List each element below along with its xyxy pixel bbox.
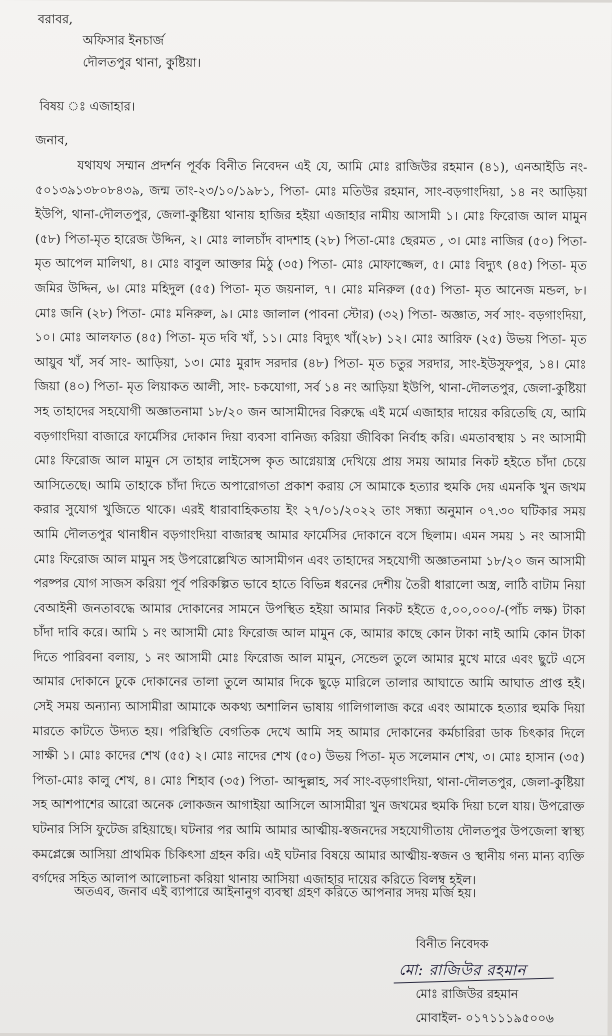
recipient-title: অফিসার ইনচার্জ — [82, 32, 164, 48]
handwritten-signature: মো: রাজিউর রহমান — [398, 960, 527, 980]
subject-line: বিষয় ঃ এজাহার। — [39, 98, 136, 114]
signer-name: মোঃ রাজিউর রহমান — [415, 985, 519, 1002]
signer-mobile: মোবাইল- ০১৭১১১৯৫০০৬ — [415, 1009, 554, 1026]
letter-body — [32, 153, 587, 893]
recipient-to: বরাবর, — [37, 11, 73, 27]
body-paragraph: যথাযথ সম্মান প্রদর্শন পূর্বক বিনীত নিবেদন এই যে, আমি মোঃ রাজিউর রহমান (৪১), এনআইডি নং- ৫০১৩৯১৩৮০৮৪৩৯, জন্ম তাং-২৩/১০/১৯৮১, পিতা- মোঃ মতিউর রহমান, সাং-বড়গাংদিয়া, ১৪ নং আড়িয়া ইউপি, থানা-দৌলতপুর, জেলা-কুষ্টিয়া থানায় হাজির হইয়া এজাহার নামীয় আসামী ১। মোঃ ফিরোজ আল মামুন (৫৮) পিতা-মৃত হারেজ উদ্দিন, ২। মোঃ লালচাঁদ বাদশাহ (২৮) পিতা-মোঃ ছেরমত , ৩। মোঃ নাজির (৫০) পিতা-মৃত আপেল মালিথা, ৪। মোঃ বাবুল আক্তার মিঠু (৩৫) পিতা- মোঃ মোফাজ্জেল, ৫। মোঃ বিদ্যুৎ (৪৫) পিতা- মৃত জমির উদ্দিন, ৬। মোঃ মহিদুল (৫৫) পিতা- মৃত জয়নাল, ৭। মোঃ মনিরুল (৫৫) পিতা- মৃত আনেজ মন্ডল, ৮। মোঃ জনি (২৮) পিতা- মোঃ মনিরুল, ৯। মোঃ জালাল (পাবনা স্টোর) (৩২) পিতা- অজ্ঞাত, সর্ব সাং- বড়গাংদিয়া, ১০। মোঃ আলফাত (৪৫) পিতা- মৃত দবি খাঁ, ১১। মোঃ বিদ্যুৎ খাঁ(২৮) ১২। মোঃ আরিফ (২৫) উভয় পিতা- মৃত আয়ুব খাঁ, সর্ব সাং- আড়িয়া, ১৩। মোঃ মুরাদ সরদার (৪৮) পিতা- মৃত চতুর সরদার, সাং-ইউসুফপুর, ১৪। মোঃ জিয়া (৪০) পিতা- মৃত লিয়াকত আলী, সাং- চকযোগা, সর্ব ১৪ নং আড়িয়া ইউপি, থানা-দৌলতপুর, জেলা-কুষ্টিয়া সহ তাহাদের সহযোগী অজ্ঞাতনামা ১৮/২০ জন আসামীদের বিরুদ্ধে এই মর্মে এজাহার দায়ের করিতেছি যে, আমি বড়গাংদিয়া বাজারে ফার্মেসির দোকান দিয়া ব্যবসা বানিজ্য করিয়া জীবিকা নির্বাহ করি। এমতাবস্থায় ১ নং আসামী মোঃ ফিরোজ আল মামুন সে তাহার লাইসেন্স কৃত আগ্নেয়াস্ত্র দেখিয়ে প্রায় সময় আমার নিকট হইতে চাঁদা চেয়ে আসিতেছে। আমি তাহাকে চাঁদা দিতে অপারোগতা প্রকাশ করায় সে আমাকে হত্যার হুমকি দেয় এমনকি খুন জখম করার সুযোগ খুজিতে থাকে। এরই ধারাবাহিকতায় ইং ২৭/০১/২০২২ তাং সন্ধ্যা অনুমান ০৭.৩০ ঘটিকার সময় আমি দৌলতপুর থানাধীন বড়গাংদিয়া বাজারস্থ আমার ফার্মেসির দোকানে বসে ছিলাম। এমন সময় ১ নং আসামী মোঃ ফিরোজ আল মামুন সহ উপরোল্লেখিত আসামীগন এবং তাহাদের সহযোগী অজ্ঞাতনামা ১৮/২০ জন আসামী পরষ্পর যোগ সাজস করিয়া পূর্ব পরিকল্পিত ভাবে হাতে বিভিন্ন ধরনের দেশীয় তৈরী ধারালো অস্ত্র, লাঠি বাটাম নিয়া বেআইনী জনতাবদ্ধে আমার দোকানের সামনে উপস্থিত হইয়া আমার নিকট হইতে ৫,০০,০০০/-(পাঁচ লক্ষ) টাকা চাঁদা দাবি করে। আমি ১ নং আসামী মোঃ ফিরোজ আল মামুন কে, আমার কাছে কোন টাকা নাই আমি কোন টাকা দিতে পারিবনা বলায়, ১ নং আসামী মোঃ ফিরোজ আল মামুন, সেন্ডেল তুলে আমার মুখে মারে এবং ছুটে এসে আমার দোকানে ঢুকে দোকানের তালা তুলে আমার দিকে ছুড়ে মারিলে তালার আঘাতে আমি আঘাত প্রাপ্ত হই। সেই সময় অন্যান্য আসামীরা আমাকে অকথ্য অশালিন ভাষায় গালিগালাজ করে এবং আমাকে হত্যার হুমকি দিয়া মারতে কাটতে উদ্যত হয়। পরিস্থিতি বেগতিক দেখে আমি সহ আমার দোকানের কর্মচারিরা ডাক চিৎকার দিলে সাক্ষী ১। মোঃ কাদের শেখ (৫৫) ২। মোঃ নাদের শেখ (৫০) উভয় পিতা- মৃত সলেমান শেখ, ৩। মোঃ হাসান (৩৫) পিতা-মোঃ কালু শেখ, ৪। মোঃ শিহাব (৩৫) পিতা- আব্দুল্লাহ, সর্ব সাং-বড়গাংদিয়া, থানা-দৌলতপুর, জেলা-কুষ্টিয়া সহ আশপাশের আরো অনেক লোকজন আগাইয়া আসিলে আসামীরা খুন জখমের হুমকি দিয়া চলে যায়। উপরোক্ত ঘটনার সিসি ফুটেজ রহিয়াছে। ঘটনার পর আমি আমার আত্মীয়-স্বজনদের সহযোগীতায় দৌলতপুর উপজেলা স্বাস্থ্য কমপ্লেক্সে আসিয়া প্রাথমিক চিকিৎসা গ্রহন করি। এই ঘটনার বিষয়ে আমার আত্মীয়-স্বজন ও স্থানীয় গন্য মান্য ব্যক্তি বর্গদের সহিত আলাপ আলোচনা করিয়া থানায় আসিয়া এজাহার দায়ের করিতে বিলম্ব হইল। — [32, 157, 588, 888]
salutation: জনাব, — [35, 132, 69, 148]
recipient-address: দৌলতপুর থানা, কুষ্টিয়া। — [82, 54, 201, 70]
closing-paragraph: অতএব, জনাব এই ব্যাপারে আইনানুগ ব্যবস্থা গ্রহণ করিতে আপনার সদয় মর্জি হয়। — [74, 883, 477, 901]
signature-prefix: বিনীত নিবেদক — [415, 935, 489, 952]
